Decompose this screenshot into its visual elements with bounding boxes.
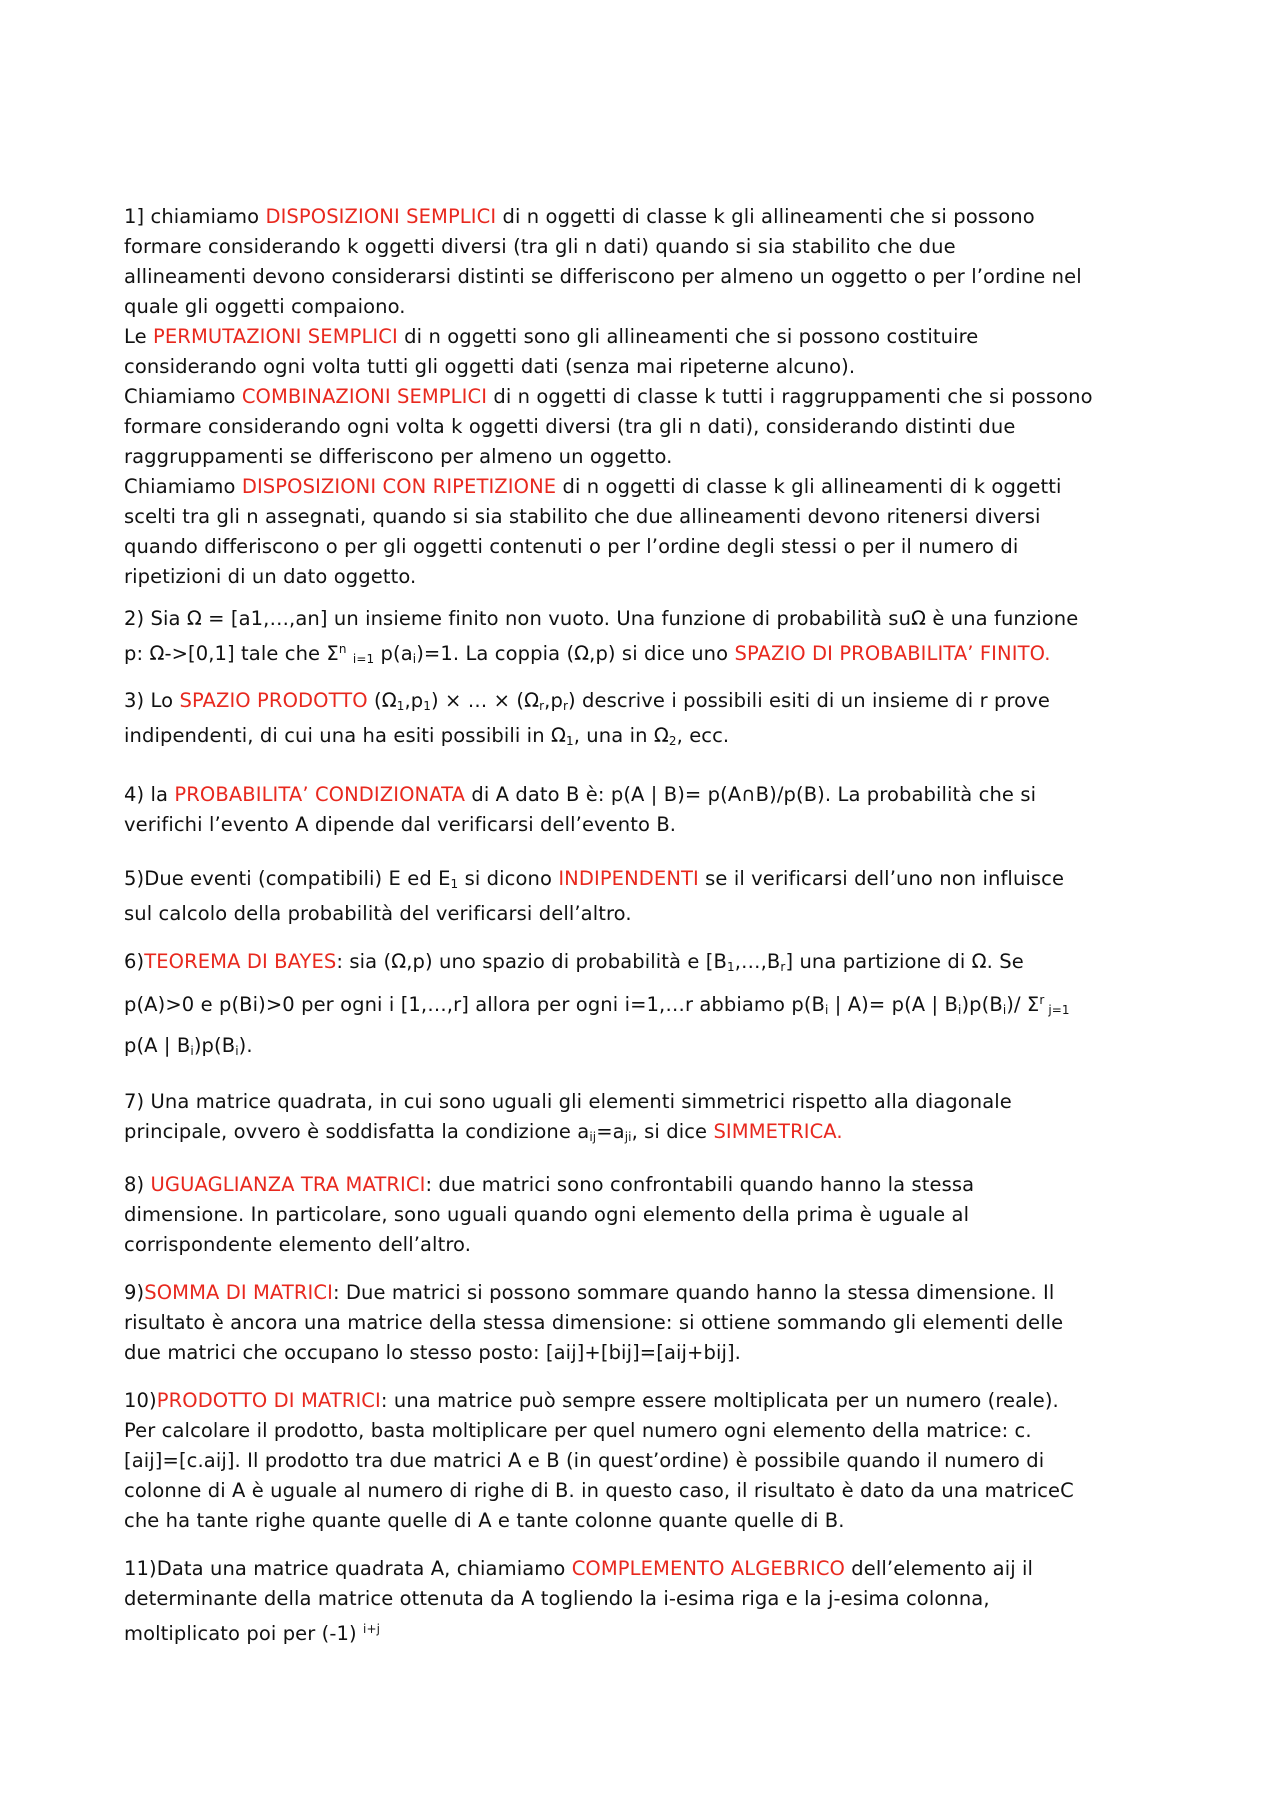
text: ) × … × (Ω (431, 689, 540, 712)
subscript: i (1002, 1003, 1007, 1017)
text: di A dato B è: p(A | B)= p(A∩B)/p(B). La probabilità che si (465, 783, 1037, 806)
subscript: i (190, 1044, 194, 1058)
text: Le (124, 325, 154, 348)
text-line (124, 721, 1174, 756)
term-disposizioni-con-ripetizione: DISPOSIZIONI CON RIPETIZIONE (241, 475, 557, 498)
text-line: [aij]=[c.aij]. Il prodotto tra due matrici A e B (in quest’ordine) è possibile quando il numero di (124, 1449, 1045, 1472)
text: 8) (124, 1173, 151, 1196)
section-6-teorema-bayes (124, 947, 1174, 1069)
text-line: dimensione. In particolare, sono uguali quando ogni elemento della prima è uguale al (124, 1203, 970, 1226)
text: (Ω (367, 689, 397, 712)
text-line: due matrici che occupano lo stesso posto: [aij]+[bij]=[aij+bij]. (124, 1341, 741, 1364)
subscript: i (412, 652, 417, 666)
subscript: j=1 (1044, 1003, 1070, 1017)
text-line: colonne di A è uguale al numero di righe di B. in questo caso, il risultato è dato da una matriceC (124, 1479, 1074, 1502)
text: : due matrici sono confrontabili quando hanno la stessa (425, 1173, 975, 1196)
text: Chiamiamo (124, 475, 242, 498)
superscript: i+j (363, 1622, 381, 1636)
section-7-simmetrica (124, 1087, 1174, 1152)
section-1-definitions (124, 202, 1174, 592)
superscript: r (1039, 993, 1045, 1007)
text: di n oggetti di classe k gli allineamenti che si possono (496, 205, 1035, 228)
text-line (124, 1278, 1174, 1308)
text: ] una partizione di Ω. Se (785, 950, 1024, 973)
subscript: i (825, 1003, 829, 1017)
text-line (124, 780, 1174, 810)
text-line (124, 634, 1174, 674)
text-line (124, 1028, 1174, 1069)
text: p: Ω->[0,1] tale che Σ (124, 642, 339, 665)
subscript: ji (624, 1130, 632, 1144)
subscript: 1 (450, 877, 459, 891)
text: )=1. La coppia (Ω,p) si dice uno (416, 642, 735, 665)
section-10-prodotto (124, 1386, 1174, 1536)
subscript: r (539, 699, 545, 713)
text-line: sul calcolo della probabilità del verificarsi dell’altro. (124, 902, 632, 925)
text: 6) (124, 950, 145, 973)
text-line (124, 1614, 1174, 1649)
section-4-probabilita-condizionata (124, 780, 1174, 840)
text: indipendenti, di cui una ha esiti possibili in Ω (124, 724, 566, 747)
text: di n oggetti di classe k tutti i raggruppamenti che si possono (487, 385, 1093, 408)
text: p(a (374, 642, 413, 665)
text: : sia (Ω,p) uno spazio di probabilità e [B (336, 950, 727, 973)
section-9-somma (124, 1278, 1174, 1368)
subscript: 1 (565, 734, 574, 748)
term-combinazioni-semplici: COMBINAZIONI SEMPLICI (241, 385, 488, 408)
text: | A)= p(A | B (828, 993, 958, 1016)
subscript: 1 (423, 699, 432, 713)
document-page (124, 202, 1174, 1649)
text: si dicono (458, 867, 559, 890)
text: p(A)>0 e p(Bi)>0 per ogni i [1,…,r] allora per ogni i=1,…r abbiamo p(B (124, 993, 826, 1016)
text: : Due matrici si possono sommare quando hanno la stessa dimensione. Il (332, 1281, 1055, 1304)
text: Chiamiamo (124, 385, 242, 408)
text: 10) (124, 1389, 157, 1412)
text-line (124, 202, 1174, 232)
text-line (124, 982, 1174, 1028)
text: 11)Data una matrice quadrata A, chiamiamo (124, 1557, 572, 1580)
text: =a (596, 1120, 625, 1143)
text-line (124, 864, 1174, 899)
text: ). (238, 1034, 253, 1057)
text-line: ripetizioni di un dato oggetto. (124, 565, 417, 588)
text: se il verificarsi dell’uno non influisce (698, 867, 1065, 890)
subscript: ij (589, 1130, 597, 1144)
subscript: r (562, 699, 568, 713)
section-2-spazio-probabilita (124, 604, 1174, 674)
term-indipendenti: INDIPENDENTI (558, 867, 699, 890)
text-line: quale gli oggetti compaiono. (124, 295, 406, 318)
text: ,…,B (734, 950, 781, 973)
term-permutazioni-semplici: PERMUTAZIONI SEMPLICI (153, 325, 398, 348)
text-line (124, 686, 1174, 721)
text-line: allineamenti devono considerarsi distinti se differiscono per almeno un oggetto o per l’ordine nel (124, 265, 1082, 288)
text-line: scelti tra gli n assegnati, quando si sia stabilito che due allineamenti devono ritenersi diversi (124, 505, 1041, 528)
section-5-indipendenti (124, 864, 1174, 929)
text-line (124, 1554, 1174, 1584)
text-line: formare considerando k oggetti diversi (tra gli n dati) quando si sia stabilito che due (124, 235, 956, 258)
text-line: quando differiscono o per gli oggetti contenuti o per l’ordine degli stessi o per il numero di (124, 535, 1019, 558)
text-line (124, 1170, 1174, 1200)
term-spazio-prodotto: SPAZIO PRODOTTO (179, 689, 368, 712)
term-prodotto-di-matrici: PRODOTTO DI MATRICI (156, 1389, 381, 1412)
text-line: raggruppamenti se differiscono per almeno un oggetto. (124, 445, 673, 468)
subscript: i=1 (352, 652, 375, 666)
section-11-complemento (124, 1554, 1174, 1649)
text-line: 2) Sia Ω = [a1,…,an] un insieme finito non vuoto. Una funzione di probabilità suΩ è una funzione (124, 607, 1079, 630)
text-line (124, 947, 1174, 982)
text: . (1044, 642, 1051, 665)
text-line: che ha tante righe quante quelle di A e tante colonne quante quelle di B. (124, 1509, 845, 1532)
text: )p(B (193, 1034, 236, 1057)
text: 9) (124, 1281, 145, 1304)
text: p(A | B (124, 1034, 191, 1057)
subscript: 1 (726, 960, 735, 974)
text-line: formare considerando ogni volta k oggetti diversi (tra gli n dati), considerando distinti due (124, 415, 1016, 438)
text: )/ Σ (1006, 993, 1040, 1016)
term-complemento-algebrico: COMPLEMENTO ALGEBRICO (571, 1557, 845, 1580)
subscript: i (235, 1044, 239, 1058)
subscript: 1 (396, 699, 405, 713)
text-line: Per calcolare il prodotto, basta moltiplicare per quel numero ogni elemento della matrice: c. (124, 1419, 1032, 1442)
text: , si dice (631, 1120, 714, 1143)
text: di n oggetti di classe k gli allineamenti di k oggetti (556, 475, 1062, 498)
text: moltiplicato poi per (-1) (124, 1622, 364, 1645)
text-line: 7) Una matrice quadrata, in cui sono uguali gli elementi simmetrici rispetto alla diagonale (124, 1090, 1012, 1113)
subscript: 2 (668, 734, 677, 748)
text-line (124, 1386, 1174, 1416)
subscript: i (958, 1003, 962, 1017)
superscript: n (338, 642, 347, 656)
term-somma-di-matrici: SOMMA DI MATRICI (144, 1281, 333, 1304)
text: 1] chiamiamo (124, 205, 266, 228)
text: di n oggetti sono gli allineamenti che si possono costituire (397, 325, 979, 348)
text: ,p (544, 689, 563, 712)
text-line: determinante della matrice ottenuta da A togliendo la i-esima riga e la j-esima colonna, (124, 1587, 990, 1610)
text-line (124, 382, 1174, 412)
text: 3) Lo (124, 689, 180, 712)
text: ,p (404, 689, 424, 712)
text: 5)Due eventi (compatibili) E ed E (124, 867, 451, 890)
text-line: considerando ogni volta tutti gli oggetti dati (senza mai ripeterne alcuno). (124, 355, 856, 378)
text: principale, ovvero è soddisfatta la condizione a (124, 1120, 590, 1143)
text-line: corrispondente elemento dell’altro. (124, 1233, 471, 1256)
text-line (124, 322, 1174, 352)
text: ) descrive i possibili esiti di un insieme di r prove (567, 689, 1050, 712)
text: 4) la (124, 783, 175, 806)
text-line (124, 1117, 1174, 1152)
text-line (124, 472, 1174, 502)
text: dell’elemento aij il (845, 1557, 1034, 1580)
term-disposizioni-semplici: DISPOSIZIONI SEMPLICI (265, 205, 497, 228)
text-line: verifichi l’evento A dipende dal verificarsi dell’evento B. (124, 813, 677, 836)
term-uguaglianza-tra-matrici: UGUAGLIANZA TRA MATRICI (150, 1173, 426, 1196)
text: , ecc. (676, 724, 730, 747)
section-8-uguaglianza (124, 1170, 1174, 1260)
term-probabilita-condizionata: PROBABILITA’ CONDIZIONATA (174, 783, 466, 806)
subscript: r (780, 960, 786, 974)
text: , una in Ω (573, 724, 669, 747)
term-simmetrica: SIMMETRICA. (713, 1120, 843, 1143)
text: )p(B (961, 993, 1003, 1016)
term-teorema-di-bayes: TEOREMA DI BAYES (144, 950, 337, 973)
section-3-spazio-prodotto (124, 686, 1174, 756)
term-spazio-probabilita-finito: SPAZIO DI PROBABILITA’ FINITO (734, 642, 1045, 665)
text-line: risultato è ancora una matrice della stessa dimensione: si ottiene sommando gli elementi delle (124, 1311, 1064, 1334)
text: : una matrice può sempre essere moltiplicata per un numero (reale). (380, 1389, 1059, 1412)
